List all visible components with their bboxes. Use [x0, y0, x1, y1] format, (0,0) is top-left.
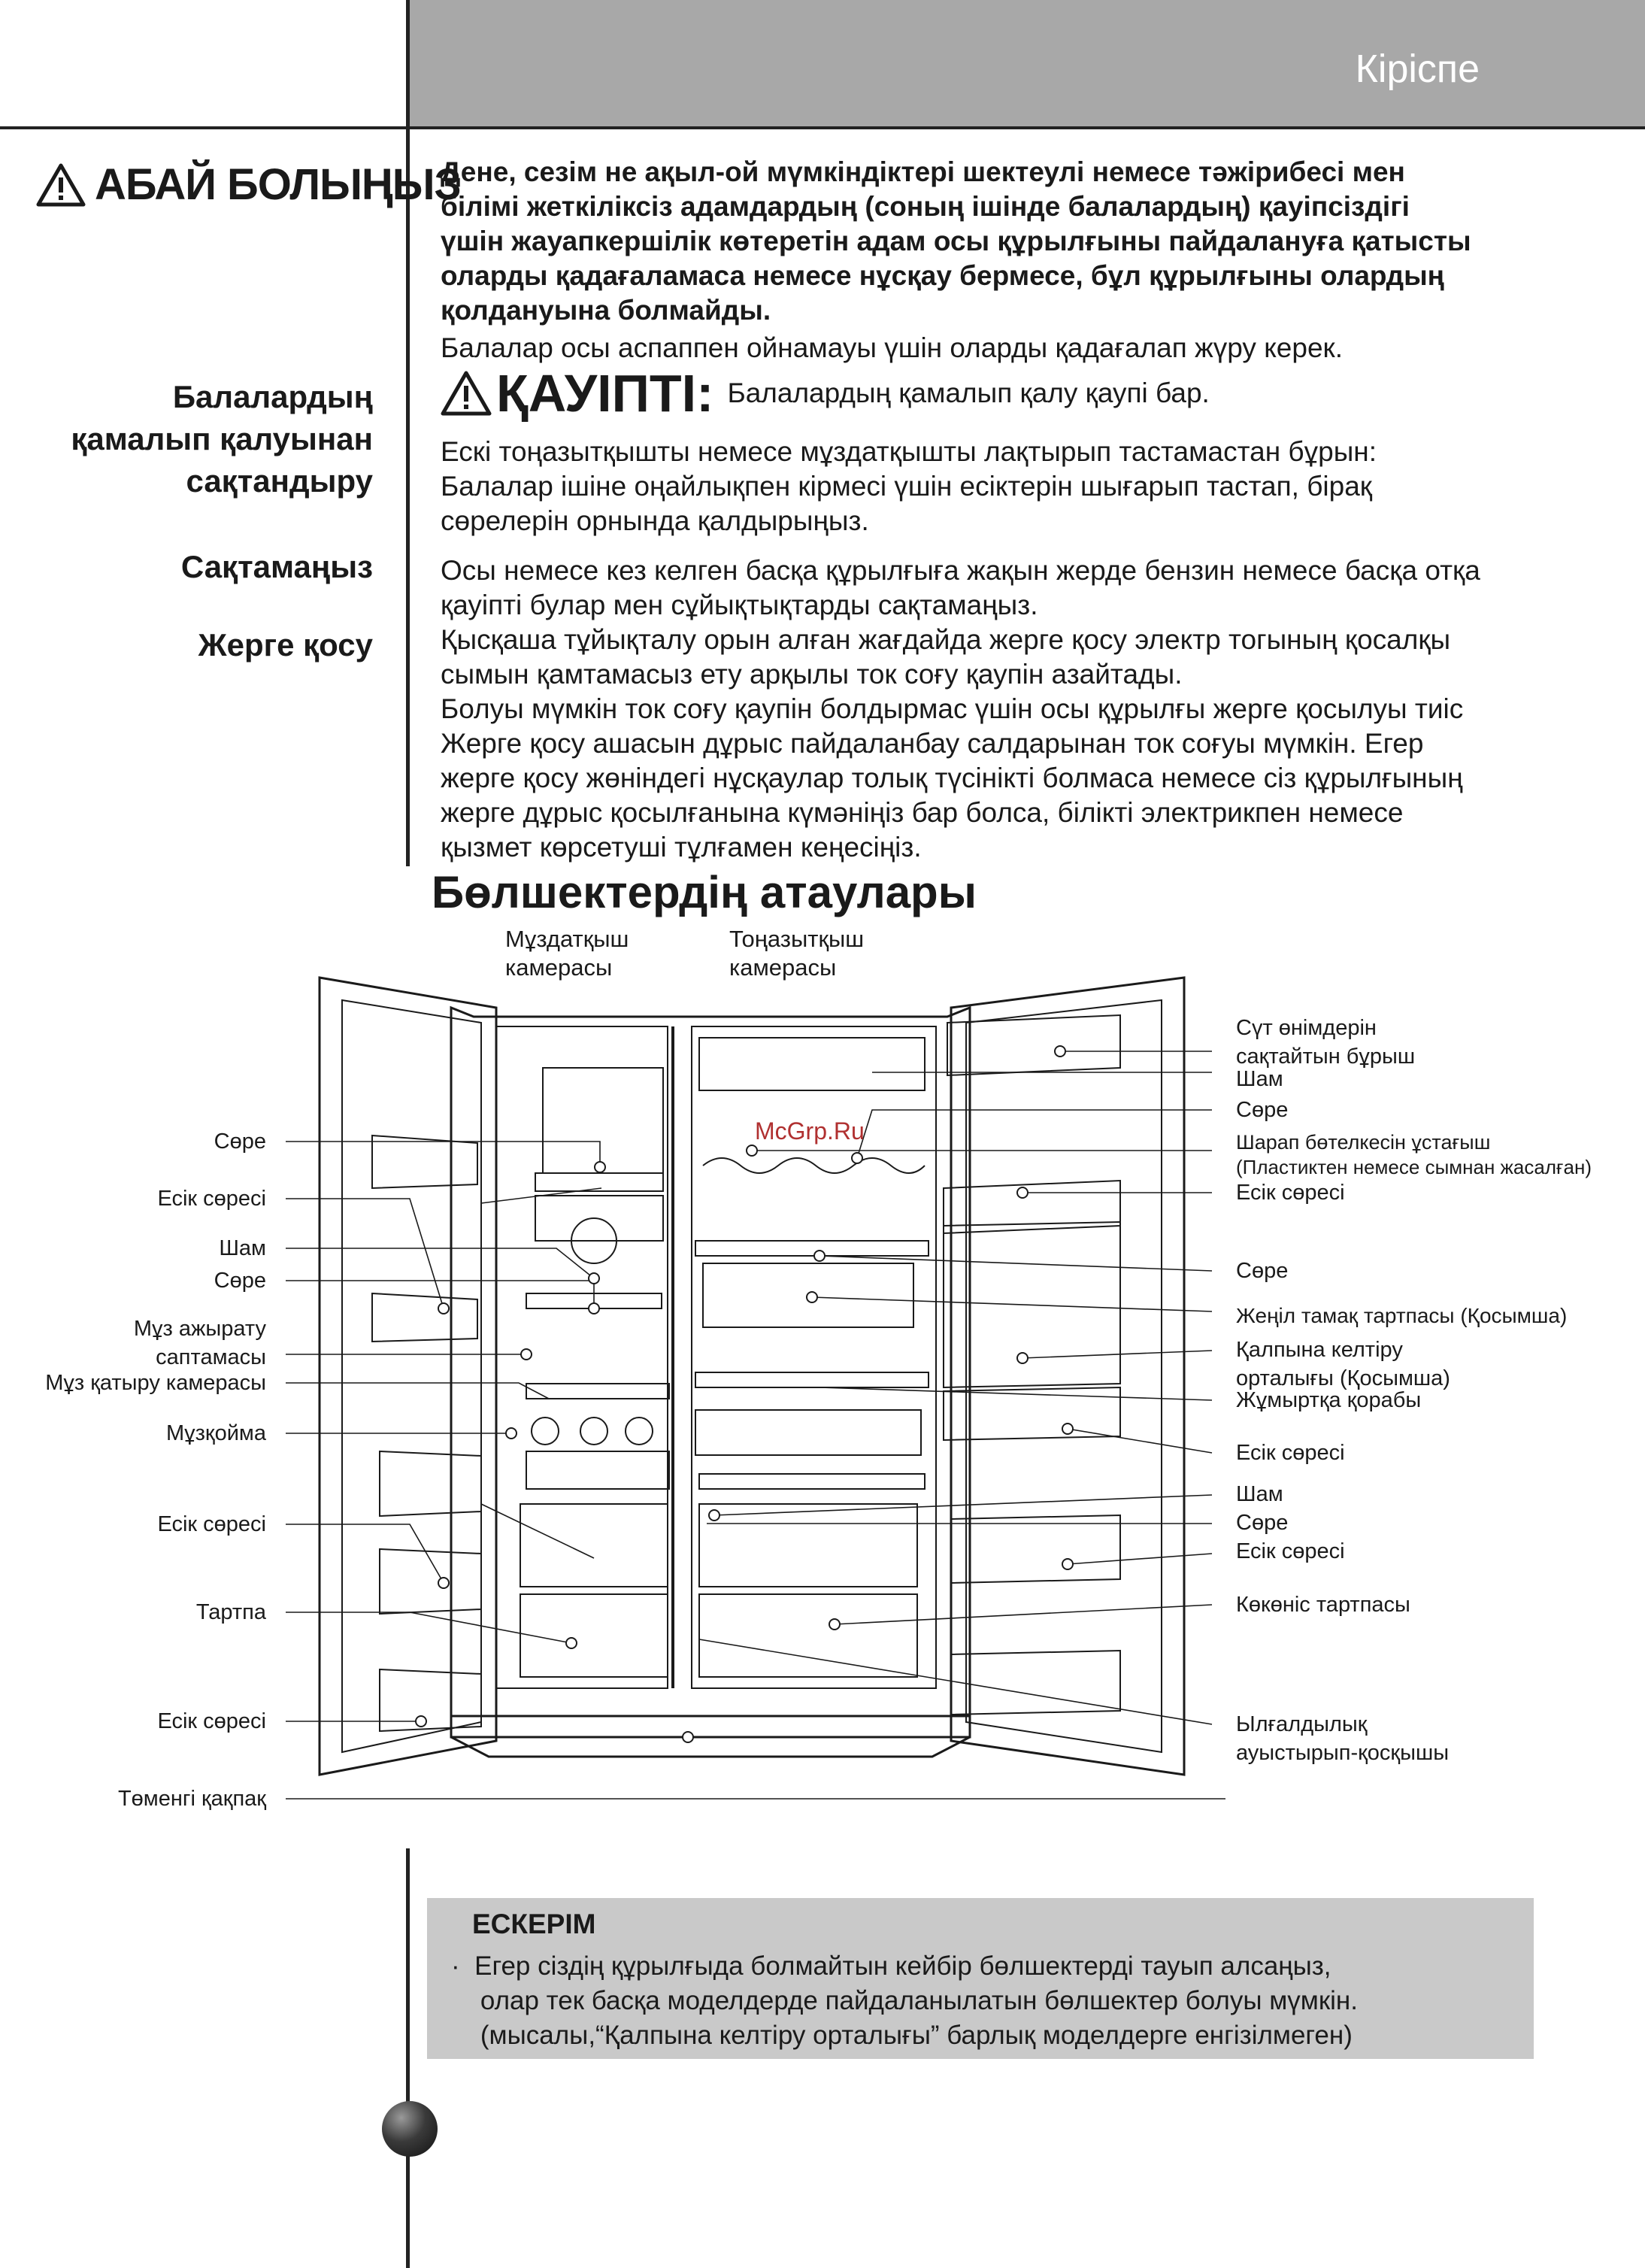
label-ice-bin: Мұзқойма [165, 1421, 266, 1445]
warning-triangle-icon [36, 162, 86, 208]
column-divider-bottom [406, 1848, 410, 2268]
text-line: Қысқаша тұйықталу орын алған жағдайда жерге қосу электр тогының қосалқы [441, 624, 1451, 655]
text-line: қызмет көрсетуші тұлғамен кеңесіңіз. [441, 832, 922, 863]
danger-word: ҚАУІПТІ: [496, 364, 714, 423]
text-line: сымын қамтамасыз ету арқылы ток соғу қаупін азайтады. [441, 659, 1183, 690]
label-door-bin-fridge-1: Есік сөресі [1236, 1181, 1345, 1205]
text-line: сөрелерін орнында қалдырыңыз. [441, 505, 869, 536]
label-line: Ылғалдылық [1236, 1712, 1368, 1736]
side-label-line: сақтандыру [186, 463, 373, 499]
section-title: Кіріспе [1355, 47, 1480, 91]
label-lamp-fridge: Шам [1236, 1067, 1283, 1091]
label-egg-box: Жұмыртқа қорабы [1236, 1388, 1422, 1412]
label-line: орталығы (Қосымша) [1236, 1366, 1450, 1390]
label-door-bin-3: Есік сөресі [157, 1709, 266, 1733]
label-shelf-fridge-2: Сөре [1236, 1259, 1289, 1283]
label-door-bin-fridge-2: Есік сөресі [1236, 1441, 1345, 1465]
text-line: білімі жеткіліксіз адамдардың (соның ішінде балалардың) қауіпсіздігі [441, 191, 1410, 222]
note-title: ЕСКЕРІМ [472, 1909, 596, 1939]
danger-triangle-icon [441, 370, 492, 417]
label-line: сақтайтын бұрыш [1236, 1045, 1416, 1069]
warning-title-text: АБАЙ БОЛЫҢЫЗ [95, 160, 461, 209]
label-shelf-fridge-3: Сөре [1236, 1511, 1289, 1535]
label-humidity-switch [1236, 1710, 1449, 1767]
label-shelf-freezer-2: Сөре [214, 1269, 266, 1293]
text-line: Дене, сезім не ақыл-ой мүмкіндіктері шектеулі немесе тәжірибесі мен [441, 156, 1405, 187]
intro-plain-paragraph: Балалар осы аспаппен ойнамауы үшін оларды қадағалап жүру керек. [441, 332, 1344, 363]
column-divider [406, 0, 410, 866]
page-marker-ball [382, 2101, 438, 2157]
text-line: қолдануына болмайды. [441, 295, 771, 326]
text-line: қауіпті булар мен сұйықтықтарды сақтамаңыз. [441, 590, 1038, 620]
label-shelf-fridge-1: Сөре [1236, 1098, 1289, 1122]
label-lower-cover: Төменгі қақпақ [117, 1787, 266, 1811]
text-line: Ескі тоңазытқышты немесе мұздатқышты лақтырып тастамастан бұрын: [441, 436, 1377, 467]
label-line: камерасы [729, 954, 837, 981]
label-dairy-corner [1236, 1014, 1415, 1071]
text-line: Балалар ішіне оңайлықпен кірмесі үшін есіктерін шығарып тастап, бірақ [441, 471, 1372, 502]
label-door-bin-fridge-3: Есік сөресі [1236, 1539, 1345, 1563]
header-rule-right [409, 126, 1645, 129]
text-line: оларды қадағаламаса немесе нұсқау бермесе, бұл құрылғыны олардың [441, 260, 1445, 291]
side-label-storage: Сақтамаңыз [180, 549, 373, 584]
label-line: Сүт өнімдерін [1236, 1016, 1377, 1040]
text-line: Болуы мүмкін ток соғу қаупін болдырмас үшін осы құрылғы жерге қосылуы тиіс [441, 693, 1464, 724]
label-wine-holder-note: (Пластиктен немесе сымнан жасалған) [1236, 1156, 1592, 1178]
side-label-children [71, 376, 373, 502]
label-ice-maker: Мұз қатыру камерасы [45, 1371, 266, 1395]
label-wine-holder: Шарап бөтелкесін ұстағыш [1236, 1131, 1491, 1154]
note-line: · Егер сіздің құрылғыда болмайтын кейбір бөлшектерді тауып алсаңыз, [451, 1951, 1331, 1981]
label-line: саптамасы [156, 1345, 266, 1369]
warning-heading [36, 159, 461, 210]
label-line: Қалпына келтіру [1236, 1338, 1403, 1362]
header-rule-left [0, 126, 409, 129]
text-line: Осы немесе кез келген басқа құрылғыға жақын жерде бензин немесе басқа отқа [441, 555, 1480, 586]
note-body [451, 1949, 1358, 2053]
label-line: камерасы [505, 954, 613, 981]
label-ice-chute [134, 1314, 266, 1372]
paragraph-storage-grounding [441, 553, 1480, 865]
label-line: Тоңазытқыш [729, 926, 865, 952]
label-refresh-center [1236, 1336, 1450, 1393]
text-line: үшін жауапкершілік көтеретін адам осы құрылғыны пайдалануға қатысты [441, 226, 1471, 256]
parts-title: Бөлшектердің атаулары [432, 867, 977, 917]
paragraph-disposal [441, 435, 1377, 538]
watermark: McGrp.Ru [755, 1117, 865, 1145]
note-line: (мысалы,“Қалпына келтіру орталығы” барлық моделдерге енгізілмеген) [451, 2021, 1353, 2050]
label-drawer: Тартпа [195, 1600, 266, 1624]
intro-bold-paragraph [441, 155, 1471, 328]
side-label-grounding: Жерге қосу [198, 627, 373, 663]
label-lamp-freezer: Шам [219, 1236, 266, 1260]
label-door-bin-2: Есік сөресі [157, 1512, 266, 1536]
label-shelf-freezer: Сөре [214, 1129, 266, 1154]
danger-text: Балалардың қамалып қалу қаупі бар. [727, 377, 1210, 408]
text-line: жерге қосу жөніндегі нұсқаулар толық түсінікті болмаса немесе сіз құрылғының [441, 763, 1463, 793]
text-line: жерге дұрыс қосылғанына күмәніңіз бар болса, білікті электрикпен немесе [441, 797, 1404, 828]
label-line: Мұз ажырату [133, 1317, 266, 1341]
side-label-line: Балалардың [172, 379, 373, 414]
label-snack-drawer: Жеңіл тамақ тартпасы (Қосымша) [1236, 1304, 1568, 1327]
danger-line [441, 364, 1210, 423]
note-line: олар тек басқа моделдерде пайдаланылатын бөлшектер болуы мүмкін. [451, 1986, 1358, 2015]
side-label-line: қамалып қалуынан [71, 421, 373, 456]
label-vegetable-drawer: Көкөніс тартпасы [1236, 1593, 1410, 1617]
label-lamp-fridge-2: Шам [1236, 1482, 1283, 1506]
label-line: ауыстырып-қосқышы [1236, 1741, 1450, 1765]
label-door-bin-1: Есік сөресі [157, 1187, 266, 1211]
text-line: Жерге қосу ашасын дұрыс пайдаланбау салдарынан ток соғуы мүмкін. Егер [441, 728, 1424, 759]
label-line: Мұздатқыш [505, 926, 629, 952]
